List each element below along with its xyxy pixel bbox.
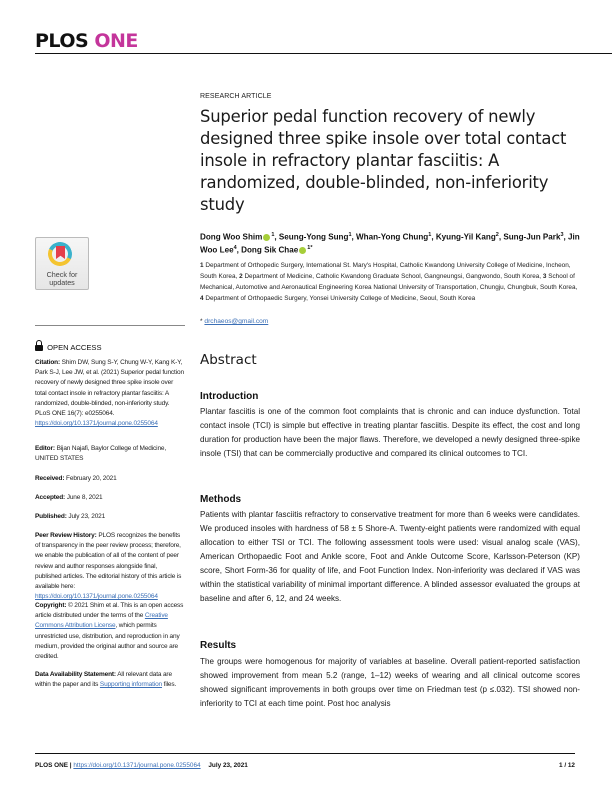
footer-divider (35, 753, 575, 754)
author-name[interactable]: Kyung-Yil Kang (435, 232, 496, 242)
affiliation-number: 2 (239, 273, 245, 280)
author-name[interactable]: Dong Woo Shim (200, 232, 263, 242)
supporting-information-link[interactable]: Supporting information (99, 681, 163, 689)
methods-heading: Methods (200, 494, 242, 505)
received-date: Received: February 20, 2021 (35, 475, 117, 482)
methods-text: Patients with plantar fasciitis refractory to conservative treatment for more than 6 weeks were candidates. We produced insoles with hardness of 58 ± 5 Shore-A. Twenty-eight patients were randomized with equal allocation to either TSI or TCI. The following assessment tools were used: visual analog scale (VAS), American Orthopaedic Foot and Ankle score, Foot and Ankle Outcome Score, Karlsson-Peterson (KP) score, Short Form-36 for quality of life, and Foot Function Index. Non-inferiority was declared if VAS was within the statistical variability of minimal important difference. A blinded assessor evaluated the groups at baseline and after 6, 12, and 24 weeks. (200, 510, 580, 603)
author-name[interactable]: Sung-Jun Park (503, 232, 561, 242)
corresponding-email: * drchaeos@gmail.com (200, 318, 269, 325)
affiliation-text: School of Mechanical, Automotive and Aeronautical Engineering Korea National University of Transportation, Chungju, Chungbuk, South Korea, (200, 273, 578, 291)
sidebar-divider (35, 325, 185, 326)
author-affiliation-mark: 2 (495, 232, 499, 238)
author-name[interactable]: Whan-Yong Chung (356, 232, 429, 242)
open-lock-icon (35, 345, 43, 351)
journal-logo[interactable] (35, 30, 138, 52)
affiliation-text: Department of Orthopedic Surgery, International St. Mary's Hospital, Catholic Kwandong University College of Medicine, Incheon, South Korea, (200, 262, 571, 280)
author-affiliation-mark: 1 (348, 232, 352, 238)
published-date: Published: July 23, 2021 (35, 513, 106, 520)
peer-review-doi-link[interactable]: https://doi.org/10.1371/journal.pone.0255064 (35, 593, 158, 601)
introduction-heading: Introduction (200, 391, 259, 402)
peer-review-block: Peer Review History: PLOS recognizes the benefits of transparency in the peer review process; therefore, we enable the publication of all of the content of peer review and author responses alongside final, published articles. The editorial history of this article is available here: https://doi.org/10.1371/journal.pone.0255064 (35, 532, 182, 601)
author-affiliation-mark: 3 (560, 232, 564, 238)
orcid-icon[interactable] (263, 234, 270, 241)
citation-block: Citation: Shim DW, Sung S-Y, Chung W-Y, Kang K-Y, Park S-J, Lee JW, et al. (2021) Superior pedal function recovery of newly designed three spike insole over total contact insole in refractory plantar fasciitis: A randomized, double-blinded, non-inferiority study. PLoS ONE 16(7): e0255064. https://doi.org/10.1371/journal.pone.0255064 (35, 359, 184, 428)
affiliation-text: Department of Orthopaedic Surgery, Yonsei University College of Medicine, Seoul, South Korea (205, 295, 476, 302)
article-title: Superior pedal function recovery of newly designed three spike insole over total contact insole in refractory plantar fasciitis: A randomized, double-blinded, non-inferiority study (200, 107, 567, 214)
data-availability-block: Data Availability Statement: All relevant data are within the paper and its Supporting information files. (35, 671, 177, 689)
page-number: 1 / 12 (559, 762, 575, 769)
copyright-block: Copyright: © 2021 Shim et al. This is an open access article distributed under the terms of the Creative Commons Attribution License, which permits unrestricted use, distribution, and reproduction in any medium, provided the original author and source are credited. (35, 602, 184, 661)
introduction-text: Plantar fasciitis is one of the common foot complaints that is chronic and can induce dysfunction. Total contact insole (TCI) is simple but effective in treating plantar fasciitis. Despite its effect, the cost and long duration for production have been the major flaws. Therefore, we developed a newly designed three-spike insole (TSI) that can be commercially productive and compared its clinical outcomes to TCI. (200, 407, 580, 458)
author-list: Dong Woo Shim $^1$, Seung-Yong Sung$^1$, Whan-Yong Chung$^1$, Kyung-Yil Kang$^2$, Sung-Jun Park$^3$, Jin Woo Lee$^4$, Dong Sik Chae $^{1*}$ (200, 232, 580, 255)
affiliations (200, 260, 580, 304)
check-for-updates-label: Check for updates (46, 270, 78, 287)
affiliation-number: 4 (200, 295, 206, 302)
results-heading: Results (200, 640, 237, 651)
results-text: The groups were homogenous for majority of variables at baseline. Overall patient-reported satisfaction showed improvement from mean 5.2 (range, 1–12) weeks of wearing and all clinical outcome scores showed significant improvements in both groups over time on Friedman test (p ≤.032). TSI showed non-inferiority to TCI at each time point. Post hoc analysis (200, 657, 580, 708)
footer-date: July 23, 2021 (208, 762, 248, 769)
check-for-updates-badge[interactable] (35, 237, 89, 290)
logo-plos: PLOS (35, 30, 89, 52)
abstract-heading: Abstract (200, 352, 257, 368)
editor-block: Editor: Bijan Najafi, Baylor College of Medicine, UNITED STATES (35, 445, 167, 463)
author-affiliation-mark: 1 (428, 232, 432, 238)
footer-journal: PLOS ONE | (35, 762, 72, 769)
author-affiliation-mark: 4 (233, 245, 237, 252)
author-name[interactable]: Jin Woo Lee (200, 232, 580, 255)
header-divider (35, 53, 612, 54)
author-name[interactable]: Dong Sik Chae (241, 245, 299, 255)
footer-doi-link[interactable]: https://doi.org/10.1371/journal.pone.0255064 (73, 762, 201, 769)
orcid-icon[interactable] (299, 247, 306, 254)
accepted-date: Accepted: June 8, 2021 (35, 494, 103, 501)
author-affiliation-mark: 1 (271, 232, 275, 238)
author-name[interactable]: Seung-Yong Sung (278, 232, 349, 242)
logo-one: ONE (94, 30, 138, 52)
affiliation-number: 1 (200, 262, 206, 269)
author-affiliation-mark: 1* (307, 245, 313, 252)
open-access-label: OPEN ACCESS (35, 343, 185, 352)
cc-license-link[interactable]: Creative Commons Attribution License (35, 612, 168, 630)
citation-doi-link[interactable]: https://doi.org/10.1371/journal.pone.0255064 (35, 420, 158, 428)
email-link[interactable]: drchaeos@gmail.com (204, 318, 269, 325)
article-type: RESEARCH ARTICLE (200, 93, 272, 100)
page-footer (35, 762, 575, 769)
affiliation-number: 3 (542, 273, 549, 280)
affiliation-text: Department of Medicine, Catholic Kwandong Graduate School, Gangneungsi, Gangwondo, South Korea, (244, 273, 543, 280)
